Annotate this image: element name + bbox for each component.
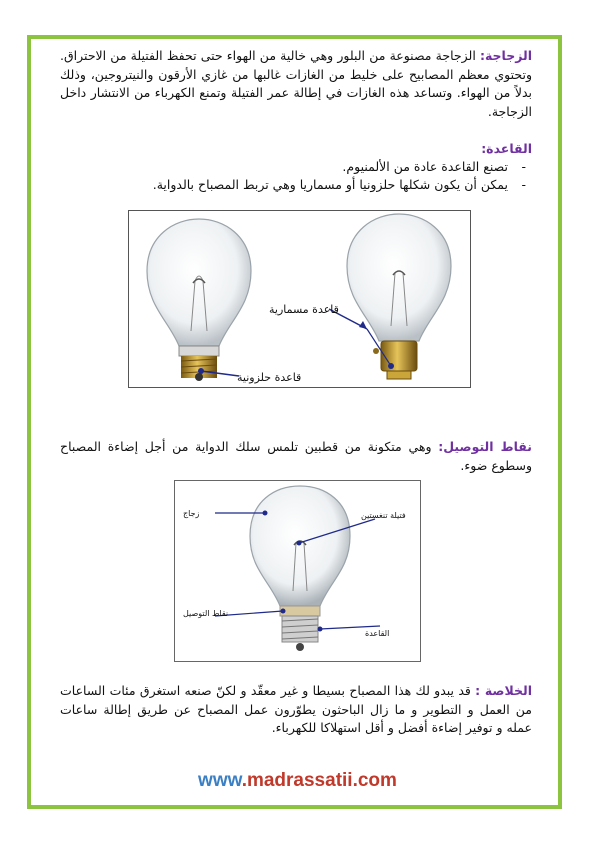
screw-base-label: قاعدة حلزونية bbox=[237, 371, 302, 384]
list-item: - يمكن أن يكون شكلها حلزونيا أو مسماريا وهي تربط المصباح بالدواية. bbox=[90, 176, 530, 194]
contacts-text: وهي متكونة من قطبين تلمس سلك الدواية من أجل إضاءة المصباح وسطوع ضوء. bbox=[60, 439, 532, 473]
glass-term: الزجاجة: bbox=[479, 48, 532, 63]
base-heading bbox=[300, 140, 532, 159]
bayonet-base-bulb bbox=[347, 214, 451, 379]
glass-text: الزجاجة مصنوعة من البلور وهي خالية من الهواء حتى تحفظ الفتيلة من الاحتراق. وتحتوي معظم المصابيح على خليط من الغازات غالبها من غازي الأرقون والنيتروجين، وذلك بدلاً من الهواء. وتساعد هذه الغازات في إطالة عمر الفتيلة وتمنع الكهرباء من الانتشار داخل الزجاجة. bbox=[60, 48, 532, 119]
base-bullets bbox=[90, 158, 530, 194]
glass-paragraph bbox=[60, 47, 532, 121]
site-url[interactable] bbox=[0, 770, 595, 792]
bulb-parts-figure bbox=[174, 480, 421, 662]
contacts-paragraph bbox=[60, 438, 532, 475]
bulb-bases-illustration bbox=[129, 211, 470, 387]
summary-term: الخلاصة : bbox=[475, 683, 532, 698]
glass-label: زجاج bbox=[183, 509, 200, 518]
filament-label: فتيلة تنغستين bbox=[361, 511, 406, 520]
url-domain: .madrassatii.com bbox=[241, 770, 397, 791]
base-label: القاعدة bbox=[365, 629, 390, 638]
screw-base-bulb bbox=[147, 219, 251, 381]
contacts-label: نقاط التوصيل bbox=[183, 609, 229, 618]
summary-text: قد يبدو لك هذا المصباح بسيطا و غير معقّد و لكنّ صنعه استغرق مئات الساعات من العمل و التطوير و ما زال الباحثون يطوّرون عمل المصباح عن طريق إطالة ساعات عمله و توفير إضاءة أفضل و أقل استهلاكا للكهرباء. bbox=[60, 683, 532, 735]
list-item: - تصنع القاعدة عادة من الألمنيوم. bbox=[90, 158, 530, 176]
summary-paragraph bbox=[60, 682, 532, 738]
base-term: القاعدة: bbox=[481, 141, 532, 156]
bayonet-base-label: قاعدة مسمارية bbox=[269, 303, 339, 316]
bulb-bases-figure bbox=[128, 210, 471, 388]
contacts-term: نقاط التوصيل: bbox=[438, 439, 532, 454]
url-prefix: www bbox=[198, 770, 242, 791]
